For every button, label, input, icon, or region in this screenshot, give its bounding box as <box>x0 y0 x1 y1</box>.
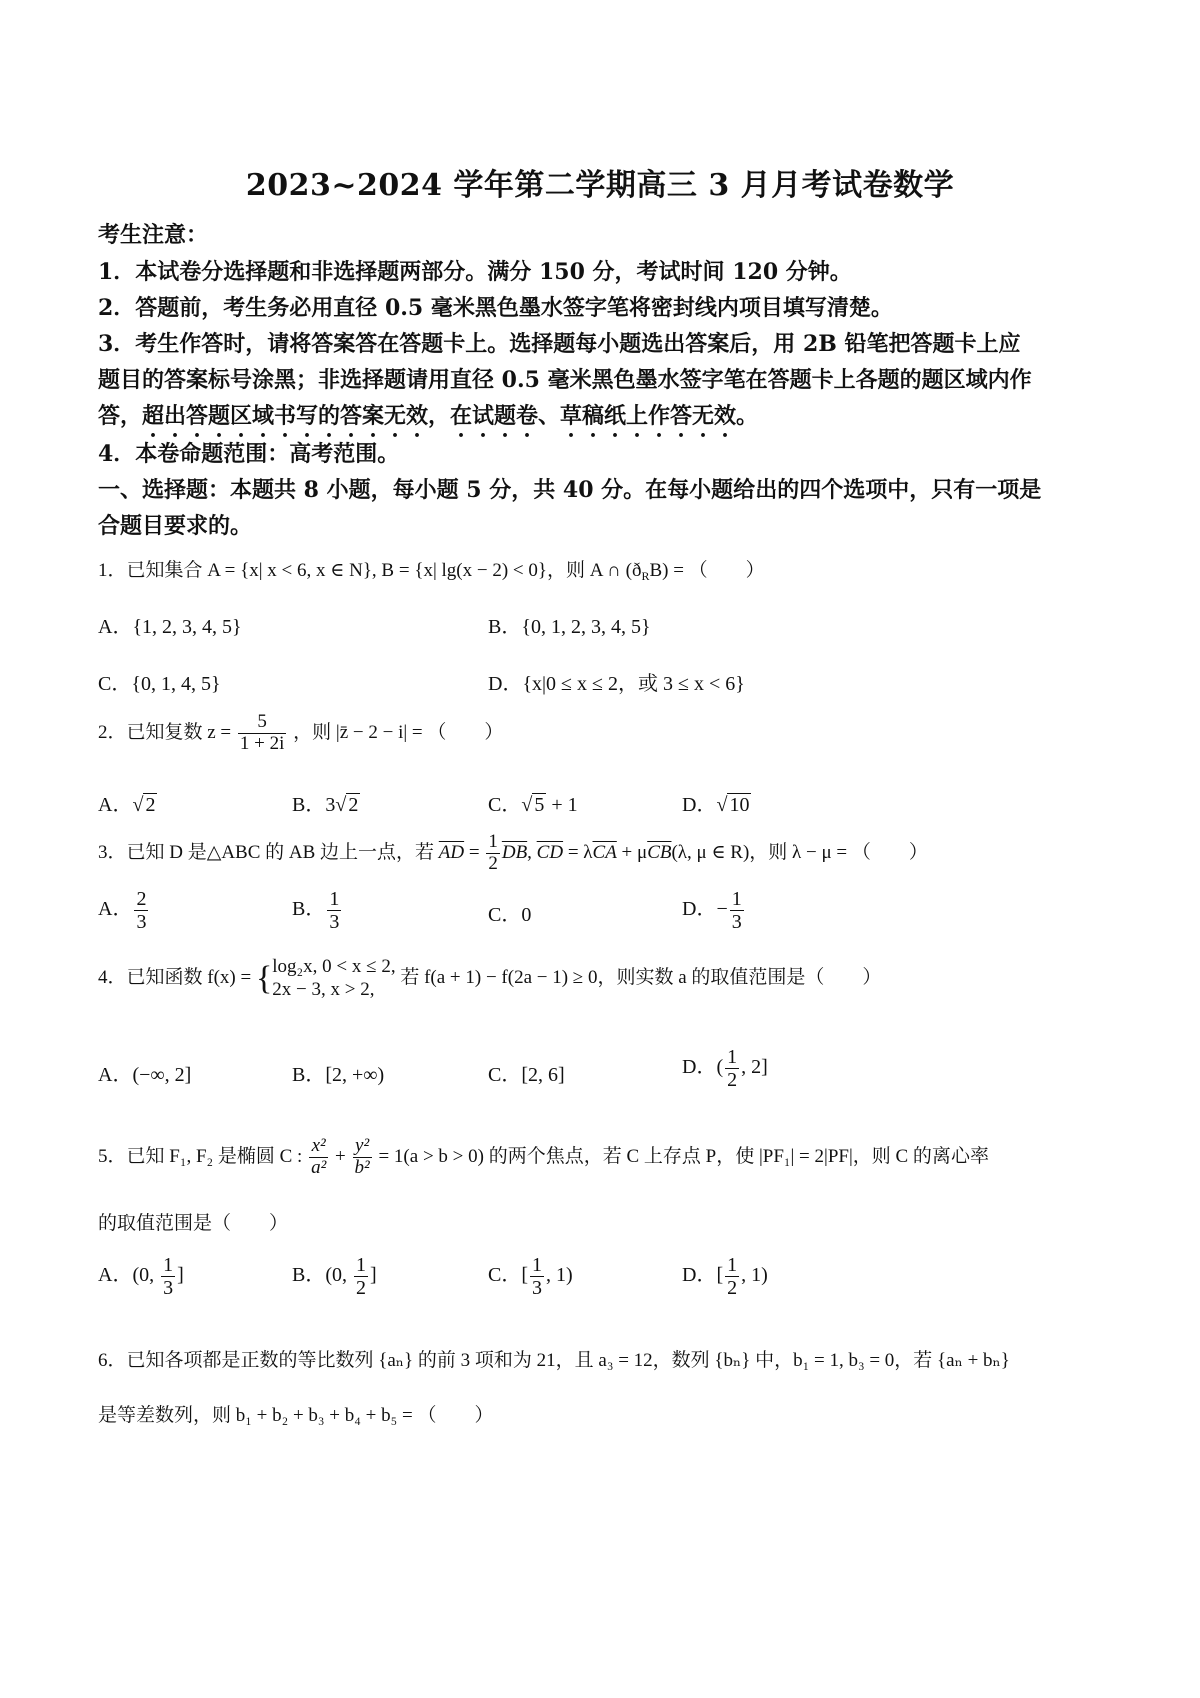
question-5-option-b: B．(0, $\frac{1}{2}$ ] <box>292 1254 377 1299</box>
question-2-option-c: C．√ 5 + 1 <box>488 794 578 816</box>
question-4-stem: 4．已知函数 f(x) = { log₂x, 0 < x ≤ 2, 2x − 3, x > 2, 若 f(a + 1) − f(2a − 1) ≥ 0，则实数 a 的取值范围是（ ） <box>98 956 882 1000</box>
notice-item-3c <box>98 399 758 442</box>
question-1-option-c: C．{0, 1, 4, 5} <box>98 673 221 695</box>
question-4-option-b: B．[2, +∞) <box>292 1064 385 1086</box>
notice-item-4: 4．本卷命题范围：高考范围。 <box>98 441 400 467</box>
question-4-piecewise: log₂x, 0 < x ≤ 2, 2x − 3, x > 2, <box>272 956 396 1000</box>
question-3-option-d: D．− $\frac{1}{3}$ <box>682 888 742 933</box>
question-6-stem-line2: 是等差数列，则 b₁ + b₂ + b₃ + b₄ + b₅ = （ ） <box>98 1405 494 1426</box>
question-4-option-a: A．(−∞, 2] <box>98 1064 192 1086</box>
notice-item-3b: 题目的答案标号涂黑；非选择题请用直径 0.5 毫米黑色墨水签字笔在答题卡上各题的题区域内作 <box>98 367 1032 393</box>
question-5-option-a: A．(0, $\frac{1}{3}$ ] <box>98 1254 184 1299</box>
section-heading-line1: 一、选择题：本题共 8 小题，每小题 5 分，共 40 分。在每小题给出的四个选项中，只有一项是 <box>98 477 1042 503</box>
question-1-option-d: D．{x|0 ≤ x ≤ 2，或 3 ≤ x < 6} <box>488 673 745 695</box>
notice-item-1: 1．本试卷分选择题和非选择题两部分。满分 150 分，考试时间 120 分钟。 <box>98 259 852 285</box>
question-5-stem-line2: 的取值范围是（ ） <box>98 1213 289 1234</box>
notice-item-2: 2．答题前，考生务必用直径 0.5 毫米黑色墨水签字笔将密封线内项目填写清楚。 <box>98 295 893 321</box>
question-1-option-b: B．{0, 1, 2, 3, 4, 5} <box>488 616 651 638</box>
question-2-option-d: D．√ 10 <box>682 794 750 816</box>
question-4-option-c: C．[2, 6] <box>488 1064 565 1086</box>
page-title: 2023~2024 学年第二学期高三 3 月月考试卷数学 <box>245 168 955 203</box>
notice-item-3c-plain: 答， <box>98 403 143 429</box>
question-1-option-a: A．{1, 2, 3, 4, 5} <box>98 616 242 638</box>
question-2-option-b: B．3√ 2 <box>292 794 359 816</box>
question-2-option-a: A．√ 2 <box>98 794 156 816</box>
question-3-option-c: C．0 <box>488 904 532 926</box>
question-2-fraction: $\frac{5}{1 + 2i}$ <box>239 711 285 754</box>
notice-item-3a: 3．考生作答时，请将答案答在答题卡上。选择题每小题选出答案后，用 2B 铅笔把答题卡上应 <box>98 331 1021 357</box>
notice-heading: 考生注意： <box>98 222 209 248</box>
notice-item-3c-emphasis: 超出答题区域书写的答案无效，在试题卷、草稿纸上作答无效。 <box>142 403 759 429</box>
question-1-stem: 1．已知集合 A = {x| x < 6, x ∈ N}, B = {x| lg(x − 2) < 0}，则 A ∩ $(ð_RB)$ = （ ） <box>98 560 765 583</box>
question-4-option-d: D．( $\frac{1}{2}$ , 2] <box>682 1046 768 1091</box>
question-3-stem: 3．已知 D 是△ABC 的 AB 边上一点，若 $\overline{AD}$ = $\frac{1}{2}$ $\overline{DB}$, $\overline{CD} = \lambda\overline{CA} + \mu\overline{CB}(\lambda$, μ ∈ R)，则 λ − μ = （ ） <box>98 831 928 874</box>
question-5-option-c: C．[ $\frac{1}{3}$ , 1) <box>488 1254 573 1299</box>
section-heading-line2: 合题目要求的。 <box>98 513 253 539</box>
question-5-option-d: D．[ $\frac{1}{2}$ , 1) <box>682 1254 768 1299</box>
question-2-stem: 2．已知复数 z = $\frac{5}{1 + 2i}$ ，则 |z̄ − 2 − i| = （ ） <box>98 711 504 754</box>
question-5-stem: 5．已知 F₁, F₂ 是椭圆 C : $\frac{\text{x²}}{\text{a²}}$ + $\frac{\text{y²}}{\text{b²}}$ = 1(a > b > 0) 的两个焦点，若 C 上存点 P，使 |PF₁| = 2|PF|，则 C 的离心率 <box>98 1135 989 1178</box>
question-6-stem: 6．已知各项都是正数的等比数列 {aₙ} 的前 3 项和为 21，且 a₃ = 12，数列 {bₙ} 中，b₁ = 1, b₃ = 0，若 {aₙ + bₙ} <box>98 1350 1010 1371</box>
question-3-option-b: B． $\frac{1}{3}$ <box>292 888 340 933</box>
question-3-option-a: A． $\frac{2}{3}$ <box>98 888 147 933</box>
